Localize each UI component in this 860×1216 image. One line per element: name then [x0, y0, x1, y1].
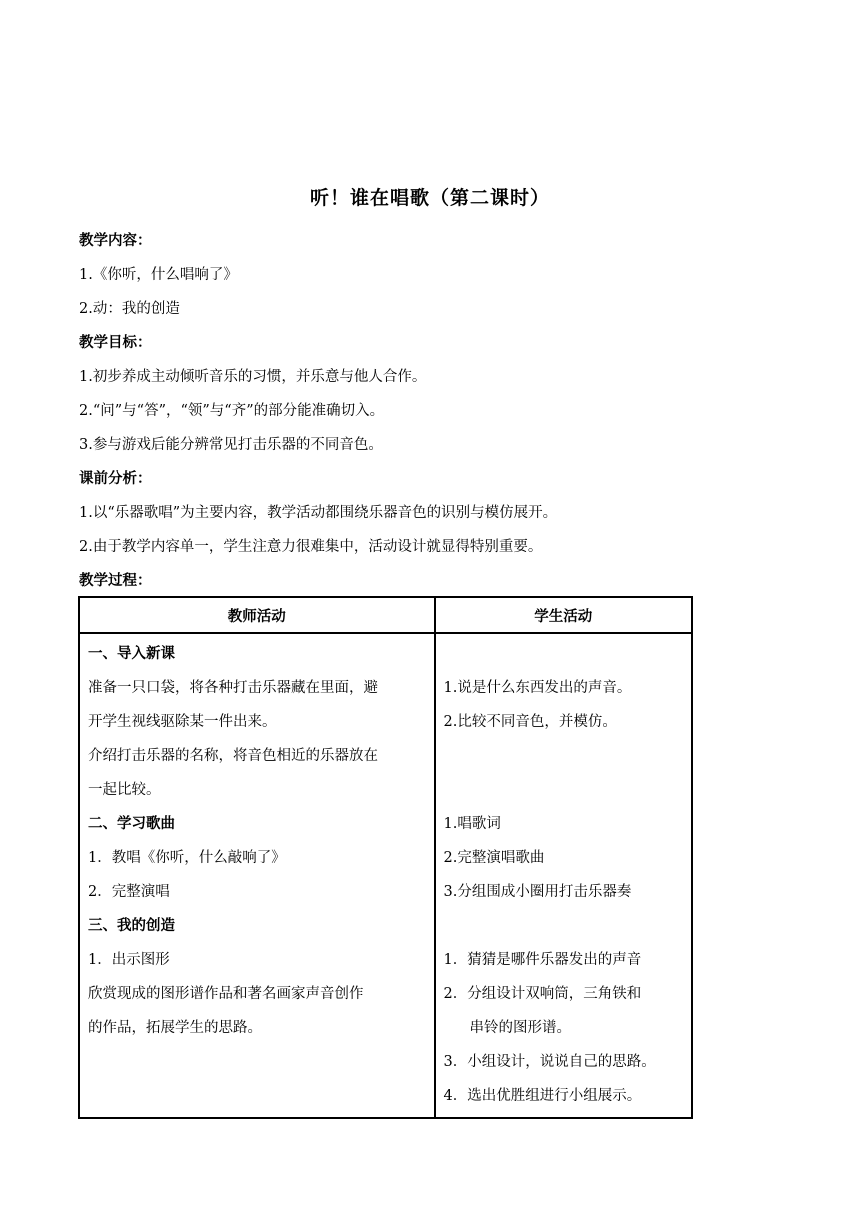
section-heading: 三、我的创造 — [88, 918, 175, 934]
student-activity-line: 2.比较不同音色，并模仿。 — [443, 714, 617, 730]
content-item: 2.动：我的创造 — [79, 301, 180, 317]
student-activity-line — [444, 739, 691, 773]
teacher-activity-header: 教师活动 — [79, 597, 435, 633]
student-activity-line: 2.完整演唱歌曲 — [443, 850, 545, 866]
objective-item: 2.“问”与“答”，“领”与“齐”的部分能准确切入。 — [79, 403, 385, 419]
student-activity-line: 3．小组设计，说说自己的思路。 — [443, 1054, 656, 1070]
content-heading: 教学内容： — [79, 233, 152, 249]
teacher-activity-line: 的作品，拓展学生的思路。 — [88, 1020, 262, 1036]
student-activity-header: 学生活动 — [435, 597, 692, 633]
teacher-activity-line: 准备一只口袋，将各种打击乐器藏在里面，避 — [88, 680, 378, 696]
teacher-activity-line: 欣赏现成的图形谱作品和著名画家声音创作 — [88, 986, 364, 1002]
student-activity-list — [436, 634, 691, 1117]
student-activity-line: 1.唱歌词 — [443, 816, 501, 832]
teacher-activity-line: 1．出示图形 — [88, 952, 170, 968]
student-activity-line — [444, 773, 691, 807]
student-activity-line: 4．选出优胜组进行小组展示。 — [443, 1088, 642, 1104]
teacher-activity-line — [88, 1045, 434, 1079]
teacher-activity-line — [88, 1079, 434, 1113]
teacher-activity-line: 介绍打击乐器的名称，将音色相近的乐器放在 — [88, 748, 378, 764]
student-activity-cell — [435, 633, 692, 1118]
teacher-activity-list — [80, 634, 434, 1117]
section-heading: 二、学习歌曲 — [88, 816, 175, 832]
content-item: 1.《你听，什么唱响了》 — [79, 267, 238, 283]
student-activity-line — [444, 909, 691, 943]
section-heading: 一、导入新课 — [88, 646, 175, 662]
teacher-activity-line: 一起比较。 — [88, 782, 161, 798]
objective-item: 3.参与游戏后能分辨常见打击乐器的不同音色。 — [79, 437, 383, 453]
analysis-heading: 课前分析： — [79, 471, 152, 487]
process-table — [78, 596, 693, 1119]
teacher-activity-line: 2．完整演唱 — [88, 884, 170, 900]
table-header-row — [79, 597, 692, 633]
student-activity-line: 1.说是什么东西发出的声音。 — [443, 680, 632, 696]
analysis-item: 1.以“乐器歌唱”为主要内容，教学活动都围绕乐器音色的识别与模仿展开。 — [79, 505, 558, 521]
page-title: 听！谁在唱歌（第二课时） — [309, 187, 550, 209]
objectives-heading: 教学目标： — [79, 335, 152, 351]
objective-item: 1.初步养成主动倾听音乐的习惯，并乐意与他人合作。 — [79, 369, 427, 385]
student-activity-line: 串铃的图形谱。 — [469, 1020, 572, 1036]
table-body-row — [79, 633, 692, 1118]
student-activity-line: 3.分组围成小圈用打击乐器奏 — [443, 884, 632, 900]
teacher-activity-line: 1．教唱《你听，什么敲响了》 — [88, 850, 286, 866]
teacher-activity-line: 开学生视线驱除某一件出来。 — [88, 714, 277, 730]
process-heading: 教学过程： — [79, 573, 152, 589]
analysis-item: 2.由于教学内容单一，学生注意力很难集中，活动设计就显得特别重要。 — [79, 539, 543, 555]
teacher-activity-cell — [79, 633, 435, 1118]
student-activity-line: 2．分组设计双响筒，三角铁和 — [443, 986, 642, 1002]
student-activity-line: 1．猜猜是哪件乐器发出的声音 — [443, 952, 642, 968]
student-activity-line — [444, 637, 691, 671]
